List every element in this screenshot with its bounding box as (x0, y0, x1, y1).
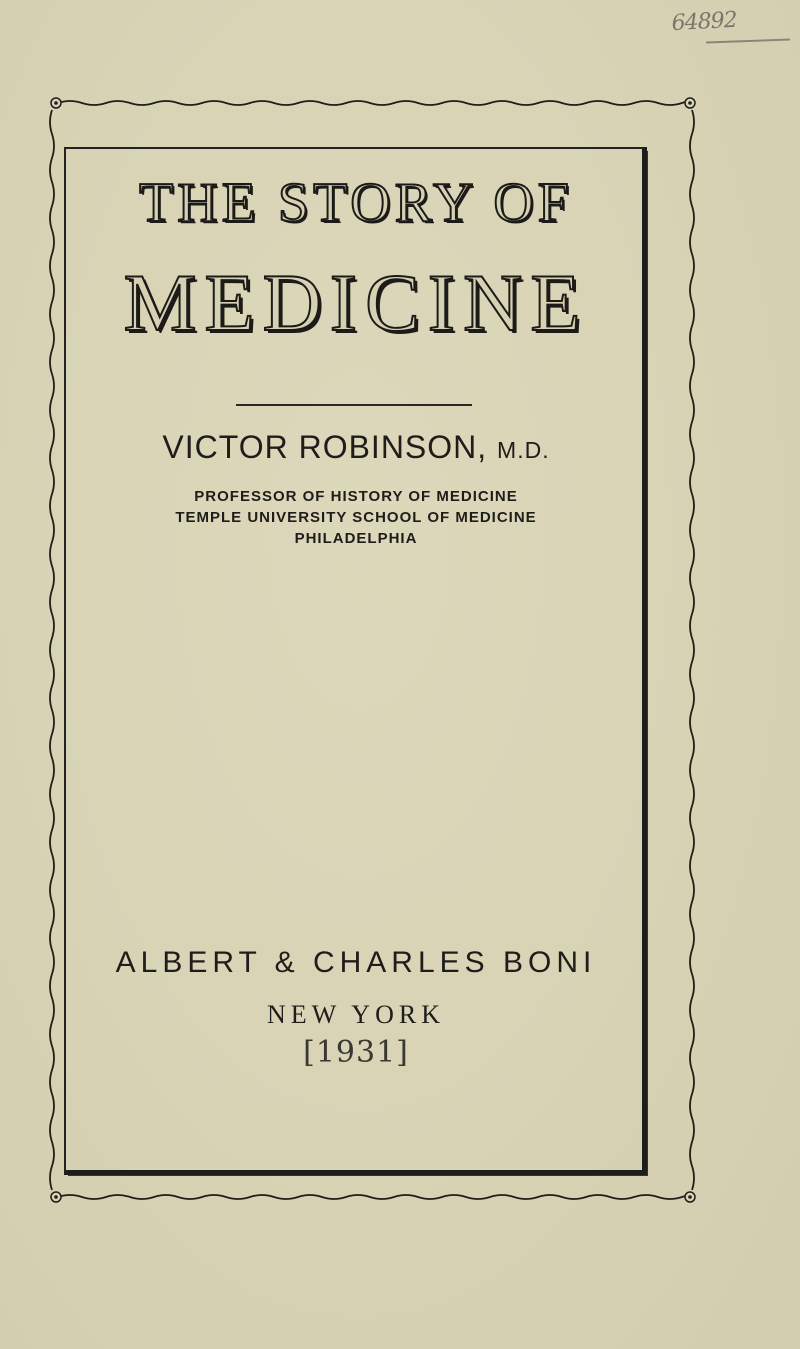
border-right-wave (690, 110, 694, 1190)
title-line-2: MEDICINE (123, 257, 589, 348)
publisher-name: ALBERT & CHARLES BONI (115, 946, 597, 979)
border-left-wave (50, 110, 54, 1190)
publication-place: NEW YORK (267, 1000, 445, 1029)
title-line-1: THE STORY OF (139, 172, 573, 234)
handwritten-accession-number: 64892 (671, 7, 738, 37)
author-credential: M.D. (497, 437, 550, 463)
affiliation-line-3: PHILADELPHIA (294, 530, 418, 547)
publication-date: [1931] (303, 1035, 409, 1070)
author-line (66, 431, 646, 463)
title-divider-rule (236, 404, 472, 406)
border-top-wave (58, 101, 689, 105)
affiliation-line-2: TEMPLE UNIVERSITY SCHOOL OF MEDICINE (175, 509, 537, 526)
border-bottom-wave (58, 1195, 689, 1199)
author-name: VICTOR ROBINSON, (162, 429, 488, 465)
affiliation-line-1: PROFESSOR OF HISTORY OF MEDICINE (194, 488, 518, 505)
